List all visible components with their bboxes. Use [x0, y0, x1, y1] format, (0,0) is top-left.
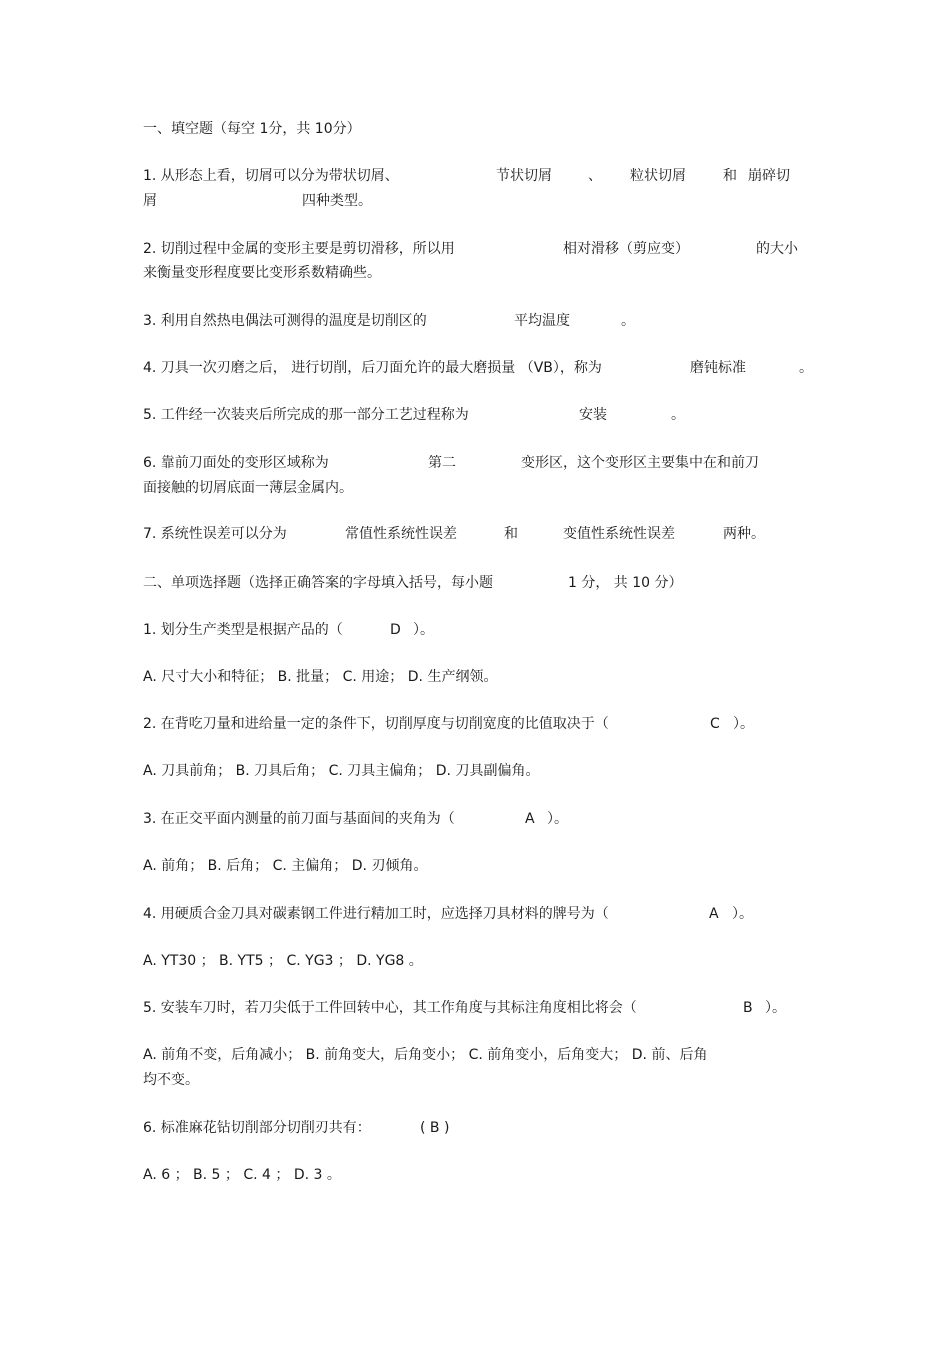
q3-prefix: 3. 利用自然热电偶法可测得的温度是切削区的 — [143, 313, 427, 329]
q2-answer: 相对滑移（剪应变） — [563, 241, 689, 257]
q7-suffix: 两种。 — [723, 526, 765, 542]
mc-q5-stem — [143, 999, 786, 1017]
mc-q1-options: A. 尺寸大小和特征； B. 批量； C. 用途； D. 生产纲领。 — [143, 669, 498, 685]
q1-sep-2: 和 — [723, 168, 737, 184]
q4-answer: 磨钝标准 — [690, 360, 746, 376]
q3-answer: 平均温度 — [514, 313, 570, 329]
q7-line — [143, 525, 765, 543]
q2-prefix: 2. 切削过程中金属的变形主要是剪切滑移，所以用 — [143, 241, 455, 257]
q4-suffix: 。 — [799, 360, 813, 376]
mc-q5-stem-text: 5. 安装车刀时，若刀尖低于工件回转中心，其工作角度与其标注角度相比将会（ — [143, 1000, 637, 1016]
mc-q2-options: A. 刀具前角； B. 刀具后角； C. 刀具主偏角； D. 刀具副偏角。 — [143, 763, 540, 779]
q1-line1 — [143, 167, 790, 185]
q5-answer: 安装 — [579, 407, 607, 423]
mc-q6-stem — [143, 1119, 450, 1137]
mc-q2-stem-text: 2. 在背吃刀量和进给量一定的条件下，切削厚度与切削宽度的比值取决于（ — [143, 716, 609, 732]
q7-answer-2: 变值性系统性误差 — [563, 526, 675, 542]
mc-q1-stem-text: 1. 划分生产类型是根据产品的（ — [143, 622, 343, 638]
q1-answer-3: 崩碎切 — [748, 168, 790, 184]
q5-suffix: 。 — [671, 407, 685, 423]
mc-q6-stem-text: 6. 标准麻花钻切削部分切削刃共有： — [143, 1120, 371, 1136]
q7-answer-1: 常值性系统性误差 — [345, 526, 457, 542]
mc-q4-answer: A — [709, 906, 719, 922]
mc-q2-answer: C — [710, 716, 720, 732]
q6-answer: 第二 — [428, 455, 456, 471]
q6-prefix: 6. 靠前刀面处的变形区域称为 — [143, 455, 329, 471]
mc-q1-stem — [143, 621, 434, 639]
q1-line2 — [143, 192, 372, 210]
mc-q2-stem — [143, 715, 754, 733]
mc-q4-stem — [143, 905, 753, 923]
mc-q1-close: ）。 — [413, 622, 434, 638]
mc-q6-answer: ( B ) — [420, 1120, 450, 1136]
q2-line1 — [143, 240, 798, 258]
section2-heading-prefix: 二、单项选择题（选择正确答案的字母填入括号，每小题 — [143, 575, 493, 591]
q1-sep-1: 、 — [588, 168, 602, 184]
mc-q2-close: ）。 — [733, 716, 754, 732]
q1-answer-1: 节状切屑 — [496, 168, 552, 184]
mc-q3-stem — [143, 810, 568, 828]
section2-heading — [143, 574, 683, 592]
mc-q3-answer: A — [525, 811, 535, 827]
q1-answer-2: 粒状切屑 — [630, 168, 686, 184]
q6-line1 — [143, 454, 759, 472]
section1-heading: 一、填空题（每空 1分，共 10分） — [143, 121, 361, 137]
mc-q1-answer: D — [390, 622, 401, 638]
q1-suffix: 四种类型。 — [302, 193, 372, 209]
section2-heading-suffix: 1 分， 共 10 分） — [568, 575, 683, 591]
q1-answer-3-cont: 屑 — [143, 193, 157, 209]
mc-q6-options: A. 6 ； B. 5 ； C. 4 ； D. 3 。 — [143, 1167, 341, 1183]
mc-q5-options-line2: 均不变。 — [143, 1072, 199, 1088]
mc-q4-options: A. YT30 ； B. YT5 ； C. YG3 ； D. YG8 。 — [143, 953, 423, 969]
q6-suffix: 变形区，这个变形区主要集中在和前刀 — [521, 455, 759, 471]
q2-suffix: 的大小 — [756, 241, 798, 257]
q3-line — [143, 312, 635, 330]
mc-q5-options: A. 前角不变，后角减小； B. 前角变大，后角变小； C. 前角变小，后角变大； D. 前、后角 — [143, 1047, 708, 1063]
mc-q3-stem-text: 3. 在正交平面内测量的前刀面与基面间的夹角为（ — [143, 811, 455, 827]
q5-prefix: 5. 工件经一次装夹后所完成的那一部分工艺过程称为 — [143, 407, 469, 423]
q6-line2: 面接触的切屑底面一薄层金属内。 — [143, 480, 353, 496]
q3-suffix: 。 — [621, 313, 635, 329]
mc-q4-close: ）。 — [732, 906, 753, 922]
mc-q5-close: ）。 — [765, 1000, 786, 1016]
q2-line2: 来衡量变形程度要比变形系数精确些。 — [143, 265, 381, 281]
q5-line — [143, 406, 685, 424]
q7-sep: 和 — [504, 526, 518, 542]
q4-prefix: 4. 刀具一次刃磨之后， 进行切削，后刀面允许的最大磨损量 （VB），称为 — [143, 360, 602, 376]
mc-q3-options: A. 前角； B. 后角； C. 主偏角； D. 刃倾角。 — [143, 858, 428, 874]
mc-q5-answer: B — [743, 1000, 753, 1016]
q4-line — [143, 359, 813, 377]
mc-q4-stem-text: 4. 用硬质合金刀具对碳素钢工件进行精加工时，应选择刀具材料的牌号为（ — [143, 906, 609, 922]
mc-q3-close: ）。 — [547, 811, 568, 827]
q7-prefix: 7. 系统性误差可以分为 — [143, 526, 287, 542]
q1-prefix: 1. 从形态上看，切屑可以分为带状切屑、 — [143, 168, 399, 184]
